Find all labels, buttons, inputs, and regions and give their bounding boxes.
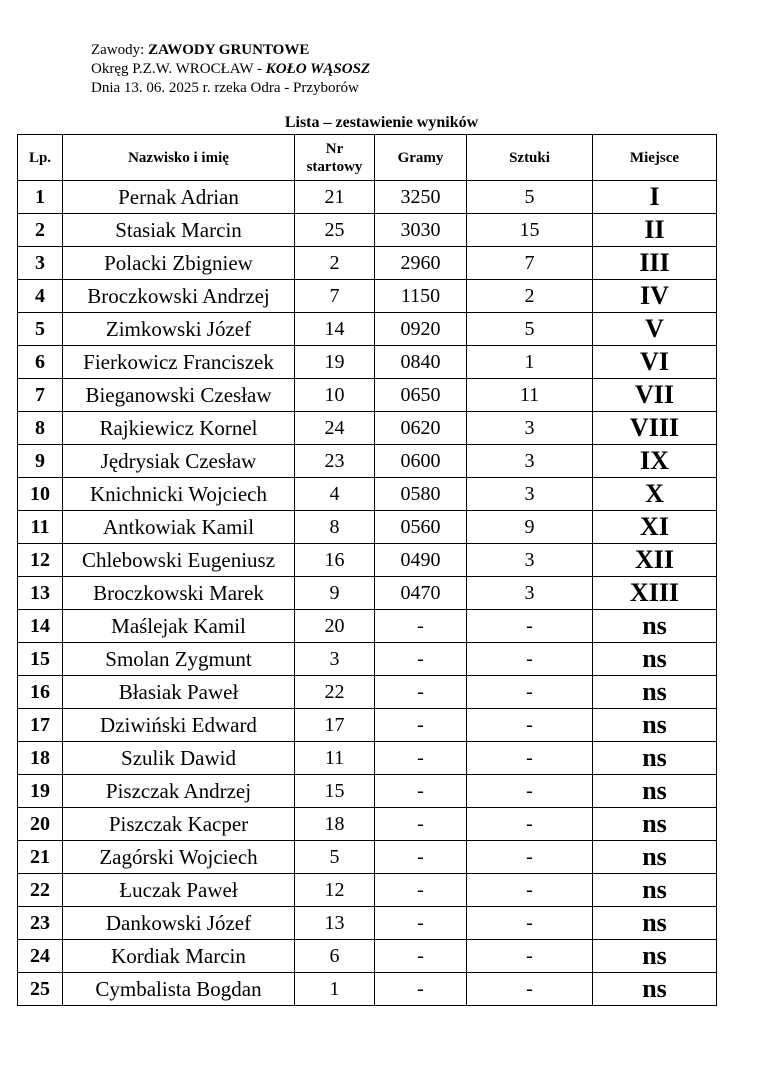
- place-cell: XI: [593, 511, 717, 544]
- name-cell: Rajkiewicz Kornel: [63, 412, 295, 445]
- grams-cell: 1150: [375, 280, 467, 313]
- start-number-cell: 16: [295, 544, 375, 577]
- table-row: [18, 709, 717, 742]
- start-number-cell: 24: [295, 412, 375, 445]
- grams-cell: 0650: [375, 379, 467, 412]
- table-row: [18, 247, 717, 280]
- lp-cell: 22: [18, 874, 63, 907]
- table-row: [18, 478, 717, 511]
- name-cell: Kordiak Marcin: [63, 940, 295, 973]
- place-cell: III: [593, 247, 717, 280]
- name-cell: Jędrysiak Czesław: [63, 445, 295, 478]
- district-label: Okręg P.Z.W. WROCŁAW -: [91, 61, 266, 77]
- grams-cell: -: [375, 841, 467, 874]
- table-row: [18, 874, 717, 907]
- pieces-cell: -: [467, 940, 593, 973]
- start-number-cell: 2: [295, 247, 375, 280]
- start-number-cell: 4: [295, 478, 375, 511]
- pieces-cell: -: [467, 907, 593, 940]
- place-cell: ns: [593, 775, 717, 808]
- start-number-cell: 22: [295, 676, 375, 709]
- pieces-cell: 5: [467, 181, 593, 214]
- lp-cell: 16: [18, 676, 63, 709]
- pieces-cell: 3: [467, 544, 593, 577]
- pieces-cell: -: [467, 841, 593, 874]
- place-cell: ns: [593, 742, 717, 775]
- header-start-number: [295, 135, 375, 181]
- start-number-cell: 25: [295, 214, 375, 247]
- lp-cell: 12: [18, 544, 63, 577]
- pieces-cell: 7: [467, 247, 593, 280]
- table-row: [18, 940, 717, 973]
- place-cell: ns: [593, 676, 717, 709]
- start-number-cell: 9: [295, 577, 375, 610]
- lp-cell: 7: [18, 379, 63, 412]
- place-cell: VIII: [593, 412, 717, 445]
- name-cell: Knichnicki Wojciech: [63, 478, 295, 511]
- start-number-cell: 8: [295, 511, 375, 544]
- pieces-cell: -: [467, 775, 593, 808]
- header-lp: Lp.: [18, 135, 63, 181]
- pieces-cell: -: [467, 973, 593, 1006]
- pieces-cell: 3: [467, 478, 593, 511]
- lp-cell: 10: [18, 478, 63, 511]
- competition-label: Zawody:: [91, 42, 149, 58]
- header-place: Miejsce: [593, 135, 717, 181]
- grams-cell: -: [375, 907, 467, 940]
- start-number-cell: 12: [295, 874, 375, 907]
- start-number-cell: 13: [295, 907, 375, 940]
- pieces-cell: 2: [467, 280, 593, 313]
- pieces-cell: -: [467, 643, 593, 676]
- lp-cell: 24: [18, 940, 63, 973]
- name-cell: Piszczak Kacper: [63, 808, 295, 841]
- place-cell: ns: [593, 643, 717, 676]
- header-nr: Nr: [325, 140, 344, 157]
- document-header: [91, 41, 370, 98]
- header-pieces: Sztuki: [467, 135, 593, 181]
- table-row: [18, 214, 717, 247]
- name-cell: Polacki Zbigniew: [63, 247, 295, 280]
- table-row: [18, 379, 717, 412]
- table-row: [18, 808, 717, 841]
- start-number-cell: 11: [295, 742, 375, 775]
- name-cell: Fierkowicz Franciszek: [63, 346, 295, 379]
- grams-cell: -: [375, 709, 467, 742]
- pieces-cell: 3: [467, 577, 593, 610]
- pieces-cell: 1: [467, 346, 593, 379]
- start-number-cell: 14: [295, 313, 375, 346]
- place-cell: ns: [593, 610, 717, 643]
- grams-cell: -: [375, 610, 467, 643]
- grams-cell: 0560: [375, 511, 467, 544]
- table-row: [18, 577, 717, 610]
- table-row: [18, 973, 717, 1006]
- place-cell: ns: [593, 808, 717, 841]
- table-row: [18, 676, 717, 709]
- lp-cell: 20: [18, 808, 63, 841]
- place-cell: ns: [593, 841, 717, 874]
- grams-cell: -: [375, 940, 467, 973]
- lp-cell: 18: [18, 742, 63, 775]
- pieces-cell: 3: [467, 445, 593, 478]
- table-row: [18, 181, 717, 214]
- lp-cell: 9: [18, 445, 63, 478]
- place-cell: ns: [593, 973, 717, 1006]
- grams-cell: 2960: [375, 247, 467, 280]
- name-cell: Stasiak Marcin: [63, 214, 295, 247]
- start-number-cell: 17: [295, 709, 375, 742]
- place-cell: II: [593, 214, 717, 247]
- pieces-cell: -: [467, 808, 593, 841]
- results-table: [17, 134, 717, 1006]
- place-cell: ns: [593, 940, 717, 973]
- lp-cell: 4: [18, 280, 63, 313]
- start-number-cell: 19: [295, 346, 375, 379]
- name-cell: Łuczak Paweł: [63, 874, 295, 907]
- grams-cell: -: [375, 775, 467, 808]
- lp-cell: 1: [18, 181, 63, 214]
- competition-line: [91, 41, 370, 60]
- lp-cell: 11: [18, 511, 63, 544]
- lp-cell: 8: [18, 412, 63, 445]
- name-cell: Broczkowski Marek: [63, 577, 295, 610]
- place-cell: I: [593, 181, 717, 214]
- lp-cell: 25: [18, 973, 63, 1006]
- place-cell: V: [593, 313, 717, 346]
- date-line: Dnia 13. 06. 2025 r. rzeka Odra - Przyborów: [91, 80, 359, 96]
- competition-name: ZAWODY GRUNTOWE: [148, 42, 310, 58]
- name-cell: Smolan Zygmunt: [63, 643, 295, 676]
- grams-cell: -: [375, 742, 467, 775]
- table-row: [18, 346, 717, 379]
- table-header-row: [18, 135, 717, 181]
- header-grams: Gramy: [375, 135, 467, 181]
- start-number-cell: 1: [295, 973, 375, 1006]
- place-cell: XIII: [593, 577, 717, 610]
- table-row: [18, 280, 717, 313]
- pieces-cell: -: [467, 610, 593, 643]
- table-row: [18, 841, 717, 874]
- name-cell: Pernak Adrian: [63, 181, 295, 214]
- list-title: Lista – zestawienie wyników: [284, 114, 479, 131]
- grams-cell: 0580: [375, 478, 467, 511]
- pieces-cell: -: [467, 709, 593, 742]
- table-row: [18, 445, 717, 478]
- pieces-cell: 3: [467, 412, 593, 445]
- place-cell: IV: [593, 280, 717, 313]
- header-startowy: startowy: [306, 158, 363, 175]
- lp-cell: 19: [18, 775, 63, 808]
- table-row: [18, 775, 717, 808]
- place-cell: IX: [593, 445, 717, 478]
- table-row: [18, 742, 717, 775]
- name-cell: Chlebowski Eugeniusz: [63, 544, 295, 577]
- place-cell: ns: [593, 907, 717, 940]
- table-row: [18, 610, 717, 643]
- pieces-cell: -: [467, 676, 593, 709]
- name-cell: Cymbalista Bogdan: [63, 973, 295, 1006]
- pieces-cell: 5: [467, 313, 593, 346]
- start-number-cell: 7: [295, 280, 375, 313]
- name-cell: Dankowski Józef: [63, 907, 295, 940]
- start-number-cell: 20: [295, 610, 375, 643]
- start-number-cell: 6: [295, 940, 375, 973]
- table-row: [18, 907, 717, 940]
- table-row: [18, 544, 717, 577]
- pieces-cell: 15: [467, 214, 593, 247]
- place-cell: VII: [593, 379, 717, 412]
- lp-cell: 23: [18, 907, 63, 940]
- place-cell: XII: [593, 544, 717, 577]
- place-cell: X: [593, 478, 717, 511]
- lp-cell: 6: [18, 346, 63, 379]
- lp-cell: 17: [18, 709, 63, 742]
- start-number-cell: 5: [295, 841, 375, 874]
- pieces-cell: 11: [467, 379, 593, 412]
- start-number-cell: 18: [295, 808, 375, 841]
- name-cell: Bieganowski Czesław: [63, 379, 295, 412]
- table-row: [18, 412, 717, 445]
- lp-cell: 15: [18, 643, 63, 676]
- pieces-cell: -: [467, 874, 593, 907]
- lp-cell: 5: [18, 313, 63, 346]
- name-cell: Dziwiński Edward: [63, 709, 295, 742]
- club-name: KOŁO WĄSOSZ: [265, 61, 371, 77]
- grams-cell: -: [375, 676, 467, 709]
- grams-cell: 3030: [375, 214, 467, 247]
- pieces-cell: -: [467, 742, 593, 775]
- grams-cell: 0490: [375, 544, 467, 577]
- lp-cell: 3: [18, 247, 63, 280]
- table-row: [18, 313, 717, 346]
- name-cell: Antkowiak Kamil: [63, 511, 295, 544]
- grams-cell: 0470: [375, 577, 467, 610]
- name-cell: Maślejak Kamil: [63, 610, 295, 643]
- header-name: Nazwisko i imię: [63, 135, 295, 181]
- table-row: [18, 643, 717, 676]
- name-cell: Zimkowski Józef: [63, 313, 295, 346]
- grams-cell: -: [375, 643, 467, 676]
- grams-cell: 0620: [375, 412, 467, 445]
- lp-cell: 2: [18, 214, 63, 247]
- name-cell: Piszczak Andrzej: [63, 775, 295, 808]
- grams-cell: -: [375, 973, 467, 1006]
- name-cell: Szulik Dawid: [63, 742, 295, 775]
- name-cell: Broczkowski Andrzej: [63, 280, 295, 313]
- lp-cell: 14: [18, 610, 63, 643]
- grams-cell: -: [375, 874, 467, 907]
- start-number-cell: 10: [295, 379, 375, 412]
- district-line: [91, 60, 370, 79]
- grams-cell: -: [375, 808, 467, 841]
- lp-cell: 13: [18, 577, 63, 610]
- start-number-cell: 15: [295, 775, 375, 808]
- place-cell: ns: [593, 709, 717, 742]
- table-row: [18, 511, 717, 544]
- name-cell: Błasiak Paweł: [63, 676, 295, 709]
- grams-cell: 0600: [375, 445, 467, 478]
- place-cell: ns: [593, 874, 717, 907]
- lp-cell: 21: [18, 841, 63, 874]
- grams-cell: 0920: [375, 313, 467, 346]
- start-number-cell: 21: [295, 181, 375, 214]
- grams-cell: 3250: [375, 181, 467, 214]
- name-cell: Zagórski Wojciech: [63, 841, 295, 874]
- start-number-cell: 3: [295, 643, 375, 676]
- place-cell: VI: [593, 346, 717, 379]
- grams-cell: 0840: [375, 346, 467, 379]
- start-number-cell: 23: [295, 445, 375, 478]
- pieces-cell: 9: [467, 511, 593, 544]
